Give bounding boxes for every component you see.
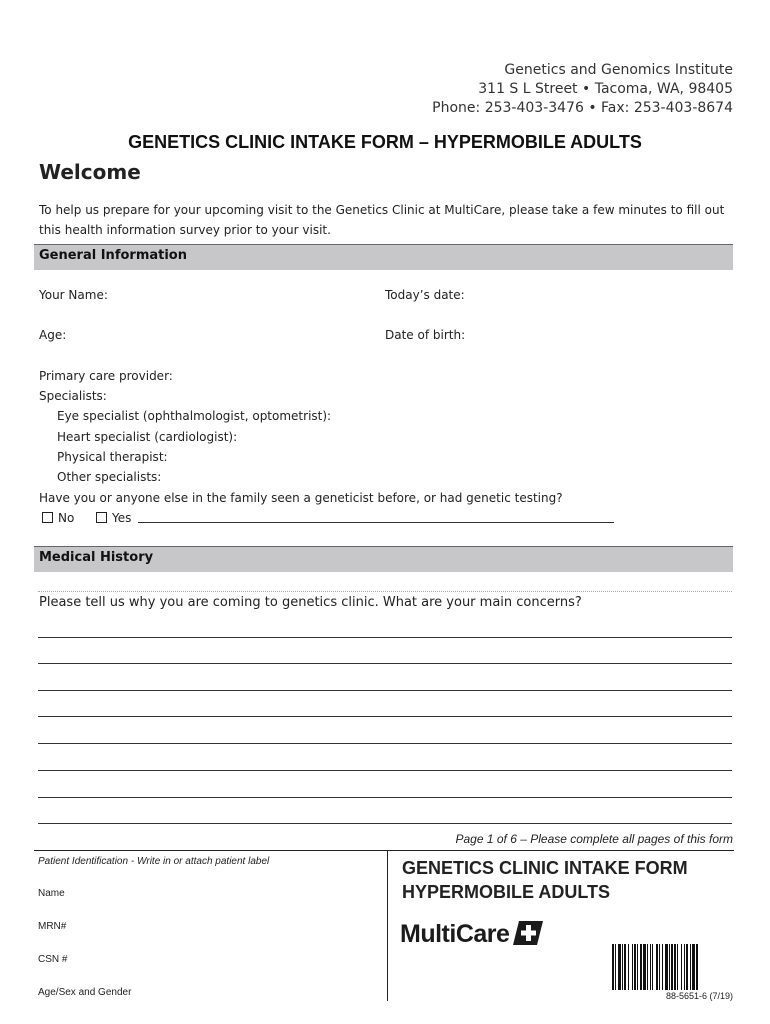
- institute-phone-fax: Phone: 253-403-3476 • Fax: 253-403-8674: [432, 100, 733, 116]
- multicare-logo: [400, 920, 543, 949]
- eye-specialist-label: Eye specialist (ophthalmologist, optometrist):: [57, 409, 332, 423]
- geneticist-question: Have you or anyone else in the family seen a geneticist before, or had genetic testing?: [39, 491, 563, 505]
- physical-therapist-label: Physical therapist:: [57, 450, 168, 464]
- specialists-label: Specialists:: [39, 389, 107, 403]
- divider: [38, 591, 732, 592]
- mrn-label: MRN#: [38, 921, 67, 932]
- form-number: 88-5651-6 (7/19): [665, 991, 733, 1001]
- no-label: No: [58, 511, 75, 525]
- age-sex-gender-label: Age/Sex and Gender: [38, 987, 132, 998]
- other-specialists-label: Other specialists:: [57, 470, 162, 484]
- institute-address: 311 S L Street • Tacoma, WA, 98405: [478, 81, 733, 97]
- general-information-header: General Information: [34, 244, 733, 270]
- answer-line[interactable]: [38, 823, 732, 824]
- form-title: GENETICS CLINIC INTAKE FORM – HYPERMOBILE ADULTS: [128, 132, 642, 152]
- your-name-label: Your Name:: [39, 288, 108, 302]
- answer-line[interactable]: [38, 743, 732, 744]
- intro-paragraph: To help us prepare for your upcoming visit to the Genetics Clinic at MultiCare, please take a few minutes to fill out this health information survey prior to your visit.: [39, 203, 725, 237]
- patient-name-label: Name: [38, 888, 65, 899]
- patient-identification-title: Patient Identification - Write in or attach patient label: [38, 856, 270, 867]
- main-concerns-question: Please tell us why you are coming to genetics clinic. What are your main concerns?: [39, 595, 582, 610]
- barcode: [612, 944, 734, 990]
- answer-line[interactable]: [38, 690, 732, 691]
- answer-line[interactable]: [38, 797, 732, 798]
- page-note: Page 1 of 6 – Please complete all pages of this form: [455, 832, 733, 846]
- medical-history-header: Medical History: [34, 546, 733, 572]
- institute-name: Genetics and Genomics Institute: [504, 62, 733, 78]
- yes-label: Yes: [111, 511, 132, 525]
- primary-care-provider-label: Primary care provider:: [39, 369, 173, 383]
- geneticist-answer-row: [42, 511, 614, 525]
- age-label: Age:: [39, 328, 67, 342]
- footer-vertical-divider: [387, 851, 388, 1001]
- answer-line[interactable]: [38, 663, 732, 664]
- yes-checkbox[interactable]: [96, 512, 107, 523]
- csn-label: CSN #: [38, 954, 68, 965]
- welcome-heading: Welcome: [39, 160, 141, 184]
- answer-line[interactable]: [38, 637, 732, 638]
- footer-form-title-line1: GENETICS CLINIC INTAKE FORM: [402, 858, 688, 878]
- footer-divider: [34, 850, 734, 851]
- multicare-logo-text: MultiCare: [400, 920, 510, 948]
- no-checkbox[interactable]: [42, 512, 53, 523]
- date-of-birth-label: Date of birth:: [385, 328, 466, 342]
- answer-line[interactable]: [38, 770, 732, 771]
- answer-line[interactable]: [38, 716, 732, 717]
- footer-form-title: [402, 856, 688, 904]
- footer-form-title-line2: HYPERMOBILE ADULTS: [402, 882, 611, 902]
- heart-specialist-label: Heart specialist (cardiologist):: [57, 430, 238, 444]
- todays-date-label: Today’s date:: [385, 288, 465, 302]
- yes-details-line[interactable]: [138, 512, 614, 523]
- multicare-cross-icon: [513, 921, 543, 945]
